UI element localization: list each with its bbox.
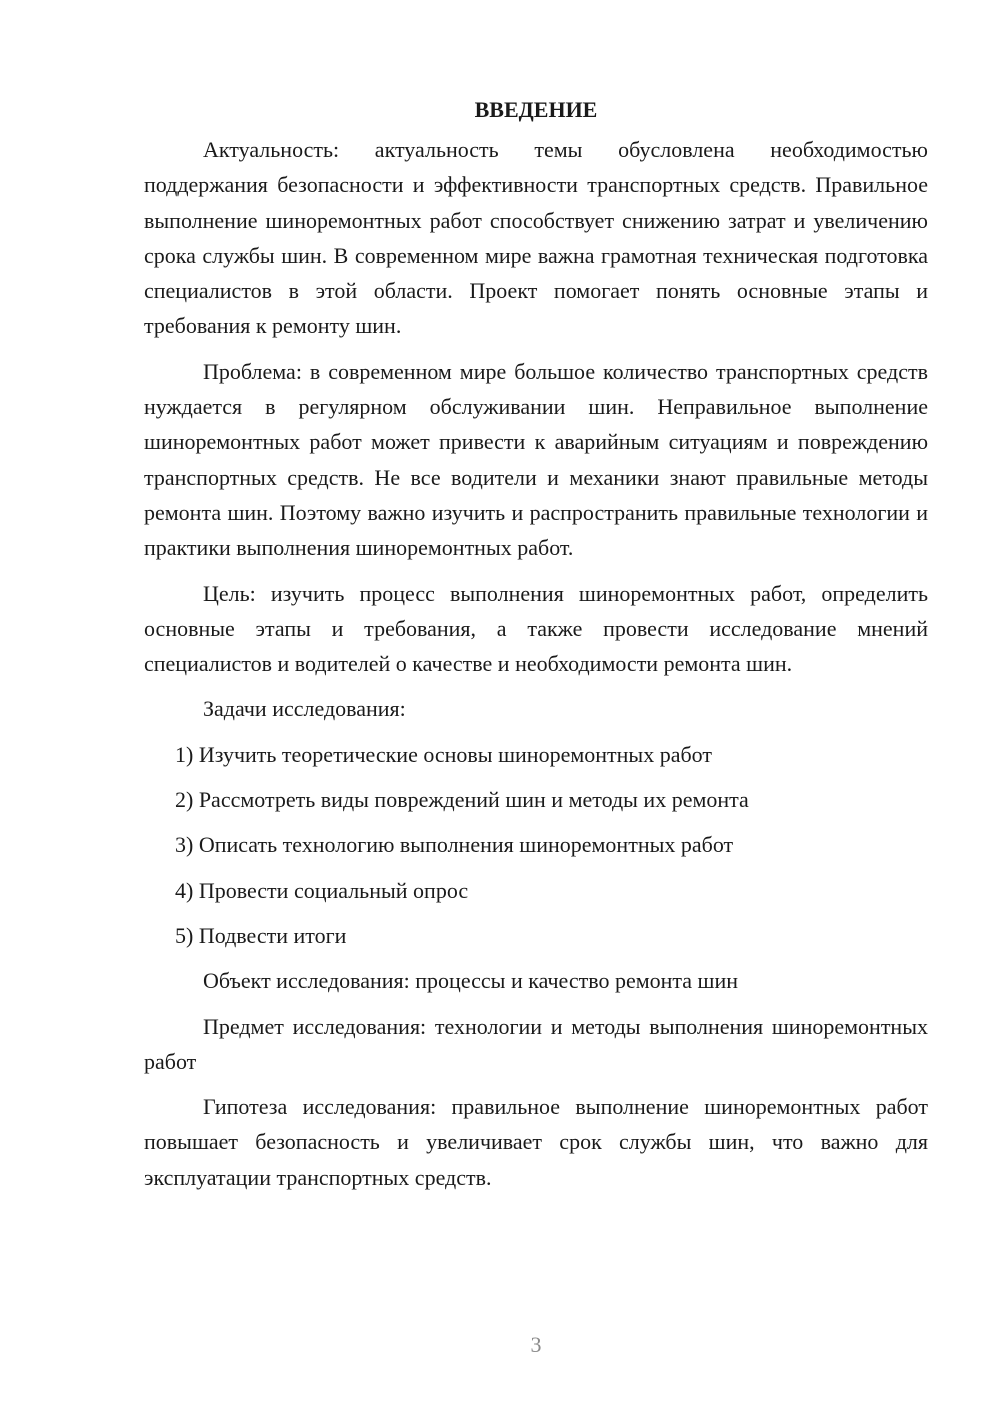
- page-title: ВВЕДЕНИЕ: [474, 97, 598, 122]
- paragraph-hypothesis: Гипотеза исследования: правильное выполнение шиноремонтных работ повышает безопасность и увеличивает срок службы шин, что важно для эксплуатации транспортных средств.: [144, 1094, 928, 1190]
- tasks-heading: Задачи исследования:: [203, 696, 406, 722]
- list-item: 2) Рассмотреть виды повреждений шин и методы их ремонта: [175, 787, 749, 813]
- list-item: 4) Провести социальный опрос: [175, 877, 469, 903]
- paragraph-goal: Цель: изучить процесс выполнения шиноремонтных работ, определить основные этапы и требования, а также провести исследование мнений специалистов и водителей о качестве и необходимости ремонта шин.: [144, 580, 928, 677]
- paragraph-subject: Предмет исследования: технологии и методы выполнения шиноремонтных работ: [144, 1013, 928, 1074]
- paragraph-object: Объект исследования: процессы и качество ремонта шин: [203, 968, 739, 994]
- paragraph-problem: Проблема: в современном мире большое количество транспортных средств нуждается в регулярном обслуживании шин. Неправильное выполнение шиноремонтных работ может привести к аварийным ситуациям и повреждению транспортных средств. Не все водители и механики знают правильные методы ремонта шин. Поэтому важно изучить и распространить правильные технологии и практики выполнения шиноремонтных работ.: [144, 358, 928, 561]
- tasks-list: [144, 737, 928, 953]
- paragraph-relevance: Актуальность: актуальность темы обусловлена необходимостью поддержания безопасности и эффективности транспортных средств. Правильное выполнение шиноремонтных работ способствует снижению затрат и увеличению срока службы шин. В современном мире важна грамотная техническая подготовка специалистов в этой области. Проект помогает понять основные этапы и требования к ремонту шин.: [144, 137, 928, 339]
- list-item: 1) Изучить теоретические основы шиноремонтных работ: [175, 741, 712, 767]
- document-page: [144, 92, 928, 1205]
- list-item: 3) Описать технологию выполнения шиноремонтных работ: [175, 832, 734, 858]
- page-number: 3: [530, 1332, 542, 1357]
- list-item: 5) Подвести итоги: [175, 922, 347, 948]
